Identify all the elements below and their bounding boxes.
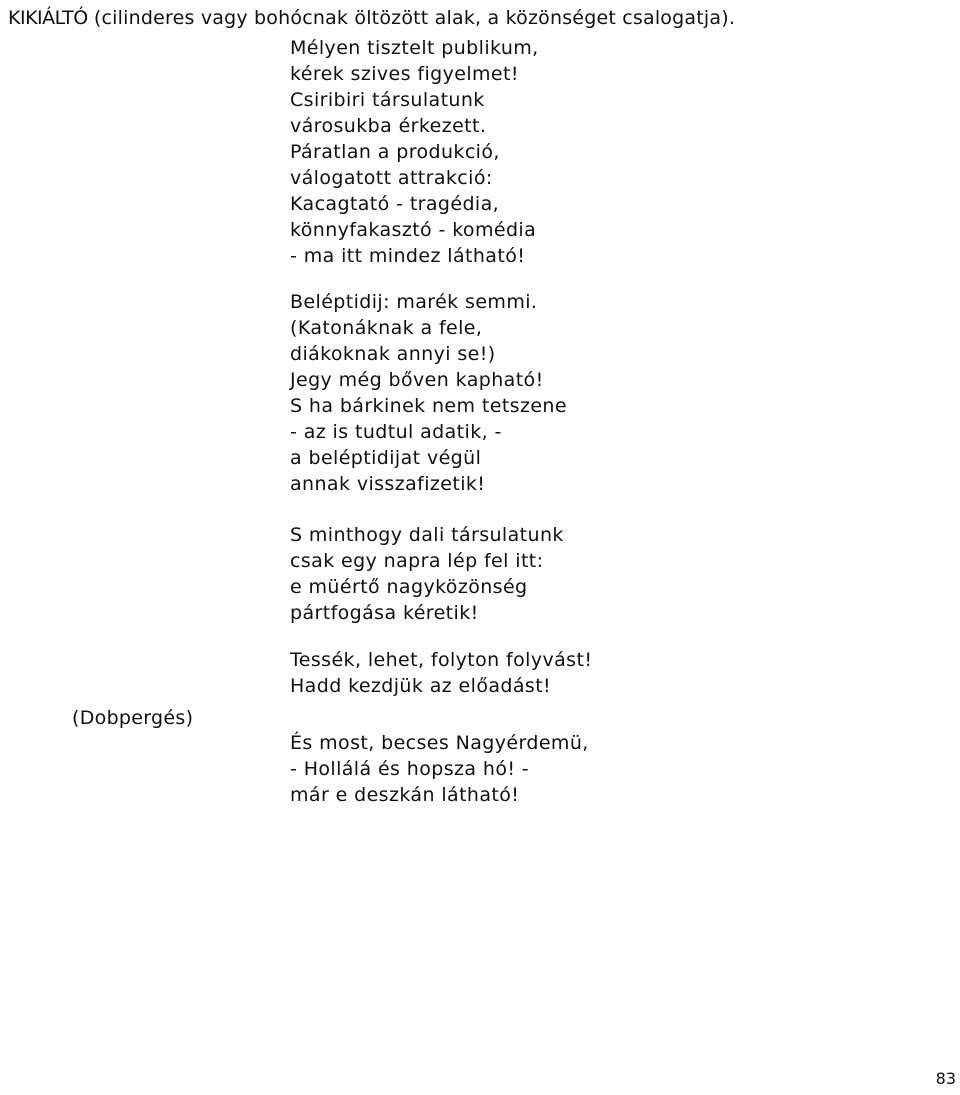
verse-line: csak egy napra lép fel itt: [290, 550, 544, 572]
verse-line: S ha bárkinek nem tetszene [290, 395, 567, 417]
speaker-name: KIKIÁLTÓ [8, 7, 88, 29]
stanza-2 [290, 289, 567, 497]
verse-line: városukba érkezett. [290, 115, 487, 137]
verse-line: Jegy még bőven kapható! [290, 369, 544, 391]
verse-line: Beléptidij: marék semmi. [290, 291, 538, 313]
verse-line: kérek szives figyelmet! [290, 63, 519, 85]
verse-line: válogatott attrakció: [290, 167, 493, 189]
verse-line: És most, becses Nagyérdemü, [290, 732, 589, 754]
verse-line: a beléptidijat végül [290, 447, 482, 469]
verse-line: S minthogy dali társulatunk [290, 524, 564, 546]
verse-line: könnyfakasztó - komédia [290, 219, 537, 241]
verse-line: Tessék, lehet, folyton folyvást! [290, 649, 593, 671]
verse-line: - ma itt mindez látható! [290, 245, 526, 267]
verse-line: Páratlan a produkció, [290, 141, 500, 163]
verse-line: pártfogása kéretik! [290, 602, 479, 624]
verse-line: Kacagtató - tragédia, [290, 193, 500, 215]
verse-line: Hadd kezdjük az előadást! [290, 675, 552, 697]
verse-line: (Katonáknak a fele, [290, 317, 483, 339]
verse-line: e müértő nagyközönség [290, 576, 528, 598]
speaker-direction: (cilinderes vagy bohócnak öltözött alak, a közönséget csalogatja). [93, 7, 736, 29]
stanza-1 [290, 35, 539, 269]
verse-line: már e deszkán látható! [290, 784, 520, 806]
stage-direction: (Dobpergés) [72, 707, 194, 729]
verse-line: - Hollálá és hopsza hó! - [290, 758, 530, 780]
verse-line: Mélyen tisztelt publikum, [290, 37, 539, 59]
stanza-3 [290, 522, 564, 626]
verse-line: annak visszafizetik! [290, 473, 486, 495]
page-number: 83 [935, 1069, 956, 1088]
stanza-5 [290, 730, 589, 808]
verse-line: - az is tudtul adatik, - [290, 421, 502, 443]
header-line [8, 5, 735, 31]
verse-line: Csiribiri társulatunk [290, 89, 485, 111]
verse-line: diákoknak annyi se!) [290, 343, 496, 365]
stanza-4 [290, 647, 592, 699]
